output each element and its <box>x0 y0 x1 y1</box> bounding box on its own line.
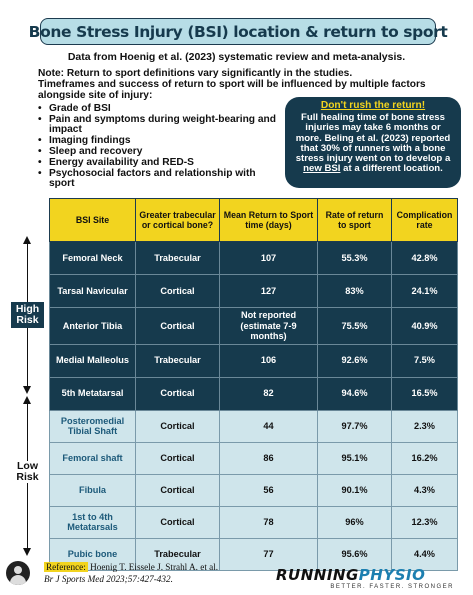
cell-complication-rate: 4.4% <box>392 538 458 570</box>
cell-complication-rate: 42.8% <box>392 242 458 275</box>
cell-site: Medial Malleolus <box>50 344 136 377</box>
callout-box <box>285 97 461 188</box>
callout-text-end: at a different location. <box>340 163 443 175</box>
brand-logo <box>276 566 466 590</box>
cell-return-rate: 55.3% <box>318 242 392 275</box>
factor-item: • Psychosocial factors and relationship with sport <box>38 169 278 189</box>
cell-complication-rate: 40.9% <box>392 308 458 345</box>
bsi-table <box>49 198 458 571</box>
reference-authors: Hoenig T. Eissele J. Strahl A. et al. <box>87 562 219 572</box>
cell-return-rate: 94.6% <box>318 377 392 410</box>
cell-bone-type: Cortical <box>136 442 220 474</box>
table-row <box>50 242 458 275</box>
note-line-1: Note: Return to sport definitions vary significantly in the studies. <box>38 68 353 79</box>
cell-return-time: 82 <box>220 377 318 410</box>
reference-label: Reference: <box>46 562 86 572</box>
cell-site: Femoral shaft <box>50 442 136 474</box>
reference-block <box>44 561 218 585</box>
cell-site: Anterior Tibia <box>50 308 136 345</box>
cell-complication-rate: 16.5% <box>392 377 458 410</box>
cell-complication-rate: 16.2% <box>392 442 458 474</box>
cell-return-rate: 95.6% <box>318 538 392 570</box>
cell-return-rate: 92.6% <box>318 344 392 377</box>
subtitle: Data from Hoenig et al. (2023) systematic review and meta-analysis. <box>67 51 406 63</box>
high-risk-arrow-down-icon <box>23 386 31 394</box>
cell-site: Posteromedial Tibial Shaft <box>50 410 136 442</box>
cell-complication-rate: 2.3% <box>392 410 458 442</box>
cell-site: 1st to 4th Metatarsals <box>50 506 136 538</box>
avatar-icon[interactable] <box>6 561 30 585</box>
cell-bone-type: Trabecular <box>136 242 220 275</box>
avatar-head <box>14 566 22 574</box>
cell-return-time: 78 <box>220 506 318 538</box>
cell-bone-type: Cortical <box>136 308 220 345</box>
table-row <box>50 474 458 506</box>
header-complication-rate: Complication rate <box>392 199 458 242</box>
cell-return-time: 77 <box>220 538 318 570</box>
callout-title: Don't rush the return! <box>320 100 426 111</box>
cell-site: Pubic bone <box>50 538 136 570</box>
table-row <box>50 410 458 442</box>
header-bsi-site: BSI Site <box>50 199 136 242</box>
factor-item: • Grade of BSI <box>38 104 278 114</box>
cell-bone-type: Trabecular <box>136 538 220 570</box>
logo-text-running: RUNNING <box>276 566 359 584</box>
logo-tagline: BETTER. FASTER. STRONGER <box>330 584 454 590</box>
factor-item: • Imaging findings <box>38 136 278 146</box>
high-risk-label: High Risk <box>11 302 44 328</box>
cell-return-rate: 97.7% <box>318 410 392 442</box>
cell-return-rate: 75.5% <box>318 308 392 345</box>
cell-site: Femoral Neck <box>50 242 136 275</box>
factor-item: • Energy availability and RED-S <box>38 158 278 168</box>
table-row <box>50 344 458 377</box>
cell-site: Tarsal Navicular <box>50 275 136 308</box>
cell-complication-rate: 4.3% <box>392 474 458 506</box>
header-bone-type: Greater trabecular or cortical bone? <box>136 199 220 242</box>
reference-journal: Br J Sports Med 2023;57:427-432. <box>44 574 173 584</box>
table-row <box>50 308 458 345</box>
cell-site: 5th Metatarsal <box>50 377 136 410</box>
page-title: Bone Stress Injury (BSI) location & return to sport <box>28 22 448 41</box>
header-return-time: Mean Return to Sport time (days) <box>220 199 318 242</box>
cell-return-time: 107 <box>220 242 318 275</box>
table-header-row <box>50 199 458 242</box>
table-row <box>50 442 458 474</box>
avatar-body <box>10 575 26 585</box>
cell-complication-rate: 7.5% <box>392 344 458 377</box>
low-risk-arrow-down-icon <box>23 548 31 556</box>
callout-text: Full healing time of bone stress injuries may take 6 months or more. Beling et al. (2023) reported that 30% of runners with a bone stress injury went on to develop a <box>295 112 451 165</box>
table-row <box>50 377 458 410</box>
cell-return-time: Not reported (estimate 7-9 months) <box>220 308 318 345</box>
cell-return-time: 106 <box>220 344 318 377</box>
table-row <box>50 506 458 538</box>
cell-return-rate: 96% <box>318 506 392 538</box>
cell-bone-type: Cortical <box>136 506 220 538</box>
cell-complication-rate: 12.3% <box>392 506 458 538</box>
callout-underlined-text: new BSI <box>303 163 341 175</box>
note-line-2: Timeframes and success of return to sport will be influenced by multiple factors alongside site of injury: <box>38 79 426 101</box>
cell-bone-type: Cortical <box>136 474 220 506</box>
cell-site: Fibula <box>50 474 136 506</box>
cell-return-time: 127 <box>220 275 318 308</box>
low-risk-label: Low Risk <box>11 461 44 483</box>
cell-return-rate: 83% <box>318 275 392 308</box>
table-row <box>50 275 458 308</box>
logo-text-physio: PHYSIO <box>358 566 426 584</box>
factor-item: • Pain and symptoms during weight-bearing and impact <box>38 115 278 135</box>
factor-item: • Sleep and recovery <box>38 147 278 157</box>
cell-return-time: 86 <box>220 442 318 474</box>
factor-list <box>38 104 278 190</box>
cell-return-time: 56 <box>220 474 318 506</box>
cell-bone-type: Trabecular <box>136 344 220 377</box>
cell-return-rate: 95.1% <box>318 442 392 474</box>
cell-complication-rate: 24.1% <box>392 275 458 308</box>
cell-return-time: 44 <box>220 410 318 442</box>
cell-bone-type: Cortical <box>136 275 220 308</box>
title-banner <box>28 18 448 45</box>
cell-bone-type: Cortical <box>136 377 220 410</box>
cell-return-rate: 90.1% <box>318 474 392 506</box>
header-return-rate: Rate of return to sport <box>318 199 392 242</box>
cell-bone-type: Cortical <box>136 410 220 442</box>
